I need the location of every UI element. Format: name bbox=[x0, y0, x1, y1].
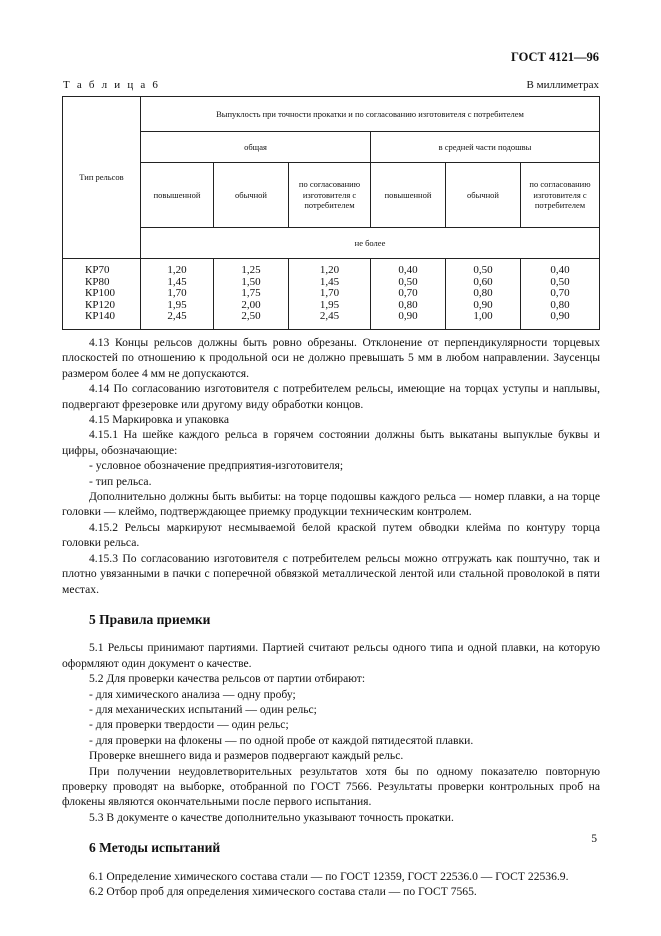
sub-header: по согласованию изготовителя с потребителем bbox=[521, 163, 600, 228]
table-cell: 0,40 0,50 0,70 0,80 0,90 bbox=[521, 259, 600, 330]
paragraph-6-2: 6.2 Отбор проб для определения химического состава стали — по ГОСТ 7565. bbox=[89, 885, 477, 898]
paragraph-visual-check: Проверке внешнего вида и размеров подвергают каждый рельс. bbox=[89, 749, 404, 763]
col-group-middle: в средней части подошвы bbox=[371, 132, 600, 163]
col-header-rail-type: Тип рельсов bbox=[63, 97, 141, 259]
table-cell: 0,40 0,50 0,70 0,80 0,90 bbox=[371, 259, 446, 330]
section-heading-5: 5 Правила приемки bbox=[89, 611, 211, 627]
sub-header: по согласованию изготовителя с потребителем bbox=[289, 163, 371, 228]
sub-header: обычной bbox=[214, 163, 289, 228]
rail-types-cell: КР70 КР80 КР100 КР120 КР140 bbox=[63, 259, 141, 330]
paragraph-5-3: 5.3 В документе о качестве дополнительно указывают точность прокатки. bbox=[89, 810, 454, 824]
body-text bbox=[62, 335, 600, 899]
paragraph-5-1: 5.1 Рельсы принимают партиями. Партией считают рельсы одного типа и одной плавки, на которую оформляют один документ о качестве. bbox=[62, 641, 600, 670]
paragraph-6-1: 6.1 Определение химического состава стали — по ГОСТ 12359, ГОСТ 22536.0 — ГОСТ 22536.9. bbox=[89, 869, 569, 883]
table-cell: 0,50 0,60 0,80 0,90 1,00 bbox=[446, 259, 521, 330]
paragraph-extra-marking: Дополнительно должны быть выбиты: на торце подошвы каждого рельса — номер плавки, а на торце головки — клеймо, подтверждающее приемку продукции техническим контролем. bbox=[62, 490, 600, 519]
table-caption: Т а б л и ц а 6 bbox=[63, 79, 161, 91]
paragraph-repeat-check: При получении неудовлетворительных результатов хотя бы по одному показателю повторную проверку проводят на выборке, отобранной по ГОСТ 7566. Результаты проверки контрольных проб на флокены являются окончательными после первого испытания. bbox=[62, 764, 600, 809]
standard-number: ГОСТ 4121—96 bbox=[510, 50, 599, 64]
section-heading-6: 6 Методы испытаний bbox=[89, 840, 221, 856]
paragraph-4-13: 4.13 Концы рельсов должны быть ровно обрезаны. Отклонение от перпендикулярности торцевых плоскостей по отношению к продольной оси не должно превышать 5 мм в любом направлении. Заусенцы размером более 4 мм не допускаются. bbox=[62, 336, 600, 380]
list-item: - для проверки твердости — один рельс; bbox=[89, 718, 289, 732]
not-more-label: не более bbox=[141, 228, 600, 259]
paragraph-4-14: 4.14 По согласованию изготовителя с потребителем рельсы, имеющие на торцах уступы и наплывы, подвергают фрезеровке или другому виду обработки концов. bbox=[62, 382, 600, 411]
list-item: - тип рельса. bbox=[89, 474, 152, 488]
col-group-general: общая bbox=[141, 132, 371, 163]
page-number: 5 bbox=[591, 832, 597, 845]
list-item: - условное обозначение предприятия-изготовителя; bbox=[89, 459, 344, 473]
sub-header: повышенной bbox=[141, 163, 214, 228]
paragraph-4-15-1: 4.15.1 На шейке каждого рельса в горячем состоянии должны быть выкатаны выпуклые буквы и цифры, обозначающие: bbox=[62, 428, 600, 457]
table-cell: 1,20 1,45 1,70 1,95 2,45 bbox=[141, 259, 214, 330]
sub-header: повышенной bbox=[371, 163, 446, 228]
list-item: - для механических испытаний — один рельс; bbox=[89, 702, 317, 716]
list-item: - для проверки на флокены — по одной пробе от каждой пятидесятой плавки. bbox=[89, 733, 474, 747]
table-cell: 1,25 1,50 1,75 2,00 2,50 bbox=[214, 259, 289, 330]
sub-header: обычной bbox=[446, 163, 521, 228]
convexity-table bbox=[62, 96, 600, 330]
table-cell: 1,20 1,45 1,70 1,95 2,45 bbox=[289, 259, 371, 330]
paragraph-4-15-3: 4.15.3 По согласованию изготовителя с потребителем рельсы можно отгружать как поштучно, так и плотно увязанными в пачки с поперечной обвязкой металлической лентой или стальной проволокой в пяти местах. bbox=[62, 551, 600, 596]
paragraph-4-15-2: 4.15.2 Рельсы маркируют несмываемой белой краской путем обводки клейма по контуру торца головки рельса. bbox=[62, 520, 600, 550]
col-header-convexity: Выпуклость при точности прокатки и по согласованию изготовителя с потребителем bbox=[141, 97, 600, 132]
paragraph-4-15: 4.15 Маркировка и упаковка bbox=[89, 413, 230, 427]
table-units: В миллиметрах bbox=[526, 79, 599, 91]
list-item: - для химического анализа — одну пробу; bbox=[89, 687, 296, 701]
paragraph-5-2: 5.2 Для проверки качества рельсов от партии отбирают: bbox=[89, 672, 366, 686]
